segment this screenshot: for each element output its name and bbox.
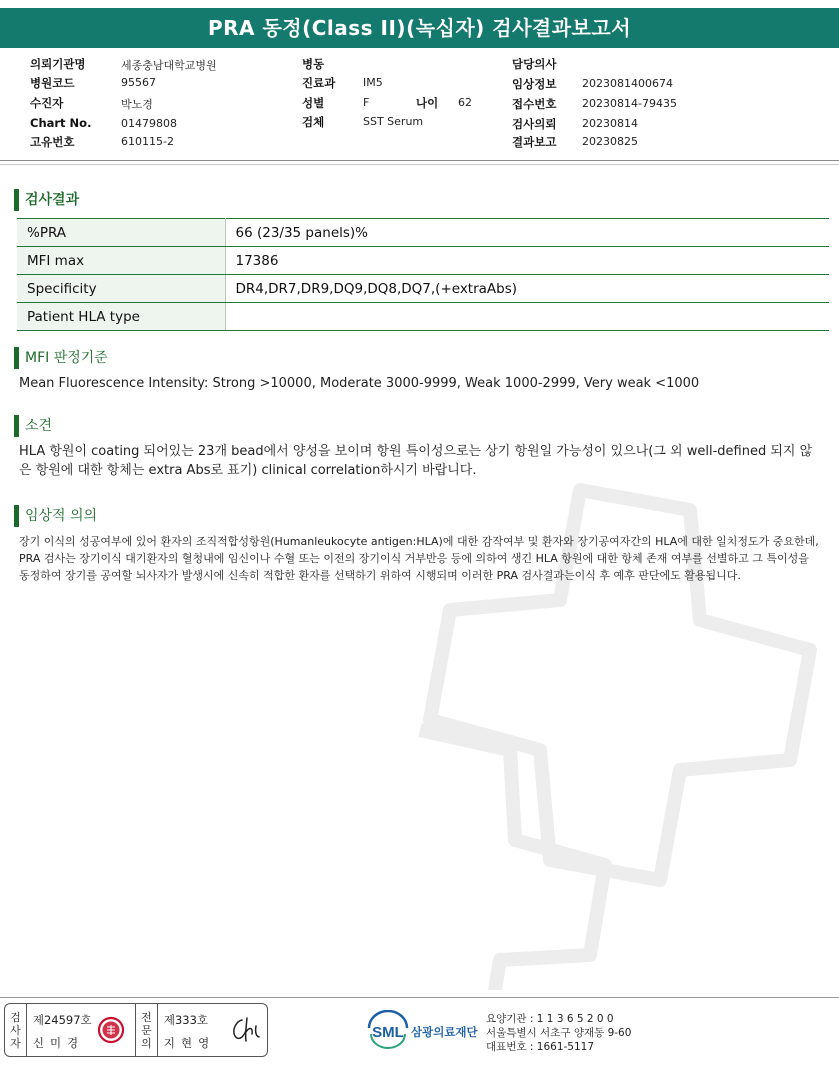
- request-date-value: 20230814: [582, 117, 638, 130]
- table-row: [17, 247, 829, 275]
- specialist-license-no: 제333호: [163, 1013, 209, 1027]
- result-key: Specificity: [17, 275, 225, 303]
- patient-value: 박노경: [121, 98, 153, 111]
- sml-logo-icon: [365, 1010, 411, 1050]
- result-key: %PRA: [17, 219, 225, 247]
- clinical-info-label: 임상정보: [512, 77, 557, 91]
- contact-info: [486, 1012, 631, 1054]
- table-row: [17, 219, 829, 247]
- examiner-label-char: 자: [10, 1036, 21, 1050]
- examiner-label: [5, 1004, 27, 1056]
- examiner-seal-icon: [97, 1016, 125, 1044]
- sex-label: 성별: [302, 96, 325, 110]
- specialist-label-char: 의: [141, 1036, 152, 1050]
- doctor-label: 담당의사: [512, 57, 557, 71]
- opinion-heading: 소견: [14, 415, 52, 437]
- hospital-code-value: 95567: [121, 76, 156, 89]
- phone-number: 대표번호 : 1661-5117: [486, 1041, 595, 1053]
- sex-value: F: [363, 96, 370, 109]
- institution-value: 세종충남대학교병원: [121, 59, 217, 72]
- examiner-name: 신미경: [32, 1036, 85, 1050]
- clinical-info-value: 2023081400674: [582, 77, 673, 90]
- request-date-label: 검사의뢰: [512, 117, 557, 131]
- report-date-label: 결과보고: [512, 135, 557, 149]
- receipt-no-label: 접수번호: [512, 97, 557, 111]
- age-value: 62: [458, 96, 472, 109]
- unique-no-value: 610115-2: [121, 135, 174, 148]
- age-label: 나이: [416, 96, 439, 110]
- table-row: [17, 275, 829, 303]
- header-divider: [0, 160, 839, 161]
- result-value: [225, 303, 829, 331]
- ward-label: 병동: [302, 57, 325, 71]
- specialist-section: [158, 1004, 267, 1056]
- mfi-criteria-text: Mean Fluorescence Intensity: Strong >10000, Moderate 3000-9999, Weak 1000-2999, Very weak <1000: [19, 376, 700, 391]
- specialist-name: 지현영: [163, 1036, 216, 1050]
- address: 서울특별시 서초구 양재동 9-60: [486, 1027, 632, 1039]
- table-row: [17, 303, 829, 331]
- result-value: 66 (23/35 panels)%: [225, 219, 829, 247]
- result-value: DR4,DR7,DR9,DQ9,DQ8,DQ7,(+extraAbs): [225, 275, 829, 303]
- specimen-value: SST Serum: [363, 115, 424, 128]
- organization-name: 삼광의료재단: [411, 1025, 478, 1039]
- receipt-no-value: 20230814-79435: [582, 97, 677, 110]
- specialist-label-char: 문: [141, 1023, 152, 1037]
- mfi-heading: MFI 판정기준: [14, 347, 108, 369]
- result-key: MFI max: [17, 247, 225, 275]
- header-divider-secondary: [0, 164, 839, 165]
- examiner-label-char: 검: [10, 1010, 21, 1024]
- report-title: PRA 동정(Class II)(녹십자) 검사결과보고서: [0, 8, 839, 48]
- clinical-heading: 임상적 의의: [14, 505, 97, 527]
- specialist-label-char: 전: [141, 1010, 152, 1024]
- department-label: 진료과: [302, 76, 336, 90]
- footer-divider: [0, 997, 839, 998]
- patient-label: 수진자: [30, 96, 64, 110]
- results-table: [17, 218, 829, 331]
- chart-no-value: 01479808: [121, 117, 177, 130]
- examiner-section: [27, 1004, 136, 1056]
- institution-label: 의뢰기관명: [30, 57, 86, 71]
- results-heading: 검사결과: [14, 189, 79, 211]
- specialist-label: [136, 1004, 158, 1056]
- result-value: 17386: [225, 247, 829, 275]
- specimen-label: 검체: [302, 115, 325, 129]
- hospital-code-label: 병원코드: [30, 76, 75, 90]
- chart-no-label: Chart No.: [30, 116, 92, 130]
- specialist-signature-icon: [228, 1014, 264, 1046]
- examiner-label-char: 사: [10, 1023, 21, 1037]
- opinion-text: HLA 항원이 coating 되어있는 23개 bead에서 양성을 보이며 항원 특이성으로는 상기 항원일 가능성이 있으나(그 외 well-defined 되지 않은 항원에 대한 항체는 extra Abs로 표기) clinical correlation하시기 바랍니다.: [19, 444, 813, 478]
- examiner-license-no: 제24597호: [32, 1013, 92, 1027]
- department-value: IM5: [363, 76, 383, 89]
- clinical-text: 장기 이식의 성공여부에 있어 환자의 조직적합성항원(Humanleukocyte antigen:HLA)에 대한 감작여부 및 환자와 장기공여자간의 HLA에 대한 일치정도가 중요한데, PRA 검사는 장기이식 대기환자의 혈청내에 임신이나 수혈 또는 이전의 장기이식 거부반응 등에 의하여 생긴 HLA 항원에 대한 항체 존재 여부를 선별하고 그 특이성을 동정하여 장기를 공여할 뇌사자가 발생시에 신속히 적합한 환자를 선택하기 위하여 시행되며 이러한 PRA 검사결과는이식 후 예후 판단에도 활용됩니다.: [19, 535, 819, 582]
- care-institution-no: 요양기관 : 1 1 3 6 5 2 0 0: [486, 1013, 614, 1025]
- unique-no-label: 고유번호: [30, 135, 75, 149]
- result-key: Patient HLA type: [17, 303, 225, 331]
- logo-text: SML: [372, 1024, 404, 1041]
- report-date-value: 20230825: [582, 135, 638, 148]
- patient-info: [0, 54, 839, 154]
- signature-box: [4, 1003, 268, 1057]
